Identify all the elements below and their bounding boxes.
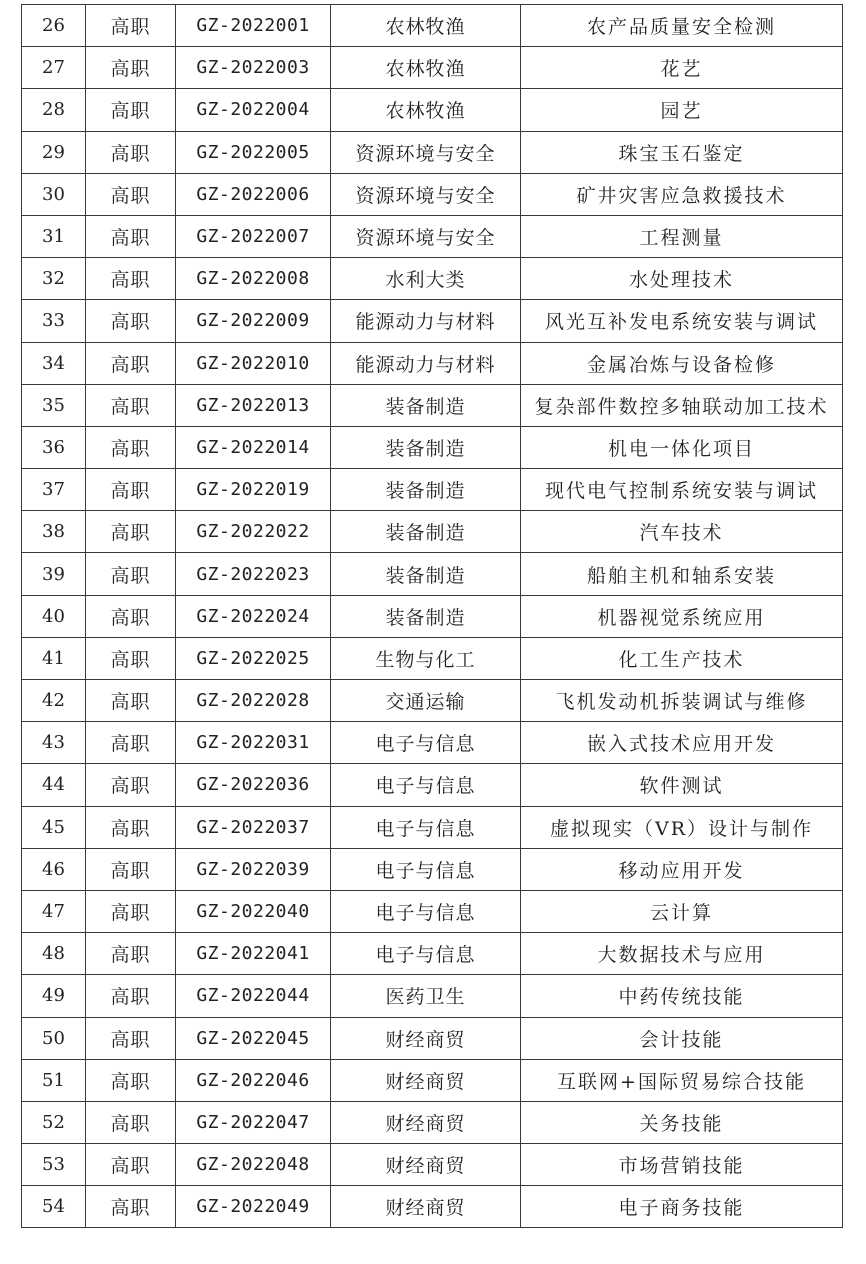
row-number-cell: 28 (22, 89, 86, 131)
level-cell: 高职 (86, 47, 176, 89)
row-number-cell: 31 (22, 215, 86, 257)
competition-code-cell: GZ-2022037 (176, 806, 331, 848)
level-cell: 高职 (86, 342, 176, 384)
level-cell: 高职 (86, 1144, 176, 1186)
table-row (22, 258, 843, 300)
competition-table-container (21, 4, 842, 1228)
category-cell: 能源动力与材料 (331, 300, 521, 342)
category-cell: 医药卫生 (331, 975, 521, 1017)
category-cell: 生物与化工 (331, 637, 521, 679)
category-cell: 电子与信息 (331, 933, 521, 975)
competition-code-cell: GZ-2022041 (176, 933, 331, 975)
competition-name-cell: 化工生产技术 (521, 637, 843, 679)
row-number-cell: 26 (22, 5, 86, 47)
competition-name-cell: 珠宝玉石鉴定 (521, 131, 843, 173)
level-cell: 高职 (86, 890, 176, 932)
category-cell: 财经商贸 (331, 1186, 521, 1228)
competition-code-cell: GZ-2022019 (176, 469, 331, 511)
table-row (22, 215, 843, 257)
competition-name-cell: 水处理技术 (521, 258, 843, 300)
category-cell: 资源环境与安全 (331, 215, 521, 257)
level-cell: 高职 (86, 1186, 176, 1228)
competition-code-cell: GZ-2022010 (176, 342, 331, 384)
level-cell: 高职 (86, 426, 176, 468)
table-row (22, 342, 843, 384)
category-cell: 装备制造 (331, 553, 521, 595)
competition-name-cell: 机电一体化项目 (521, 426, 843, 468)
competition-name-cell: 关务技能 (521, 1101, 843, 1143)
row-number-cell: 29 (22, 131, 86, 173)
row-number-cell: 51 (22, 1059, 86, 1101)
competition-code-cell: GZ-2022003 (176, 47, 331, 89)
table-row (22, 595, 843, 637)
row-number-cell: 30 (22, 173, 86, 215)
level-cell: 高职 (86, 680, 176, 722)
level-cell: 高职 (86, 469, 176, 511)
row-number-cell: 35 (22, 384, 86, 426)
category-cell: 财经商贸 (331, 1144, 521, 1186)
level-cell: 高职 (86, 975, 176, 1017)
competition-name-cell: 工程测量 (521, 215, 843, 257)
competition-code-cell: GZ-2022046 (176, 1059, 331, 1101)
table-body (22, 5, 843, 1228)
category-cell: 水利大类 (331, 258, 521, 300)
row-number-cell: 48 (22, 933, 86, 975)
row-number-cell: 41 (22, 637, 86, 679)
row-number-cell: 34 (22, 342, 86, 384)
level-cell: 高职 (86, 848, 176, 890)
level-cell: 高职 (86, 215, 176, 257)
category-cell: 农林牧渔 (331, 5, 521, 47)
level-cell: 高职 (86, 806, 176, 848)
row-number-cell: 33 (22, 300, 86, 342)
table-row (22, 1101, 843, 1143)
row-number-cell: 44 (22, 764, 86, 806)
row-number-cell: 54 (22, 1186, 86, 1228)
competition-code-cell: GZ-2022013 (176, 384, 331, 426)
category-cell: 电子与信息 (331, 722, 521, 764)
table-row (22, 131, 843, 173)
table-row (22, 89, 843, 131)
table-row (22, 1144, 843, 1186)
competition-name-cell: 移动应用开发 (521, 848, 843, 890)
table-row (22, 5, 843, 47)
row-number-cell: 39 (22, 553, 86, 595)
category-cell: 财经商贸 (331, 1059, 521, 1101)
competition-name-cell: 金属冶炼与设备检修 (521, 342, 843, 384)
competition-code-cell: GZ-2022028 (176, 680, 331, 722)
row-number-cell: 36 (22, 426, 86, 468)
competition-code-cell: GZ-2022049 (176, 1186, 331, 1228)
level-cell: 高职 (86, 933, 176, 975)
category-cell: 农林牧渔 (331, 89, 521, 131)
competition-table (21, 4, 843, 1228)
table-row (22, 848, 843, 890)
table-row (22, 890, 843, 932)
competition-name-cell: 飞机发动机拆装调试与维修 (521, 680, 843, 722)
competition-code-cell: GZ-2022024 (176, 595, 331, 637)
competition-code-cell: GZ-2022023 (176, 553, 331, 595)
row-number-cell: 43 (22, 722, 86, 764)
row-number-cell: 27 (22, 47, 86, 89)
table-row (22, 1186, 843, 1228)
level-cell: 高职 (86, 5, 176, 47)
competition-code-cell: GZ-2022014 (176, 426, 331, 468)
competition-code-cell: GZ-2022022 (176, 511, 331, 553)
competition-code-cell: GZ-2022040 (176, 890, 331, 932)
competition-code-cell: GZ-2022006 (176, 173, 331, 215)
row-number-cell: 42 (22, 680, 86, 722)
competition-code-cell: GZ-2022005 (176, 131, 331, 173)
competition-code-cell: GZ-2022048 (176, 1144, 331, 1186)
competition-name-cell: 大数据技术与应用 (521, 933, 843, 975)
category-cell: 装备制造 (331, 384, 521, 426)
level-cell: 高职 (86, 131, 176, 173)
competition-name-cell: 嵌入式技术应用开发 (521, 722, 843, 764)
competition-name-cell: 中药传统技能 (521, 975, 843, 1017)
table-row (22, 637, 843, 679)
competition-name-cell: 会计技能 (521, 1017, 843, 1059)
table-row (22, 47, 843, 89)
table-row (22, 1017, 843, 1059)
category-cell: 能源动力与材料 (331, 342, 521, 384)
competition-name-cell: 花艺 (521, 47, 843, 89)
competition-name-cell: 矿井灾害应急救援技术 (521, 173, 843, 215)
competition-name-cell: 市场营销技能 (521, 1144, 843, 1186)
level-cell: 高职 (86, 258, 176, 300)
row-number-cell: 37 (22, 469, 86, 511)
category-cell: 财经商贸 (331, 1101, 521, 1143)
category-cell: 资源环境与安全 (331, 131, 521, 173)
competition-code-cell: GZ-2022004 (176, 89, 331, 131)
row-number-cell: 52 (22, 1101, 86, 1143)
level-cell: 高职 (86, 1059, 176, 1101)
competition-name-cell: 农产品质量安全检测 (521, 5, 843, 47)
competition-code-cell: GZ-2022039 (176, 848, 331, 890)
competition-name-cell: 电子商务技能 (521, 1186, 843, 1228)
competition-name-cell: 船舶主机和轴系安装 (521, 553, 843, 595)
table-row (22, 384, 843, 426)
table-row (22, 511, 843, 553)
row-number-cell: 38 (22, 511, 86, 553)
competition-name-cell: 云计算 (521, 890, 843, 932)
competition-name-cell: 园艺 (521, 89, 843, 131)
table-row (22, 469, 843, 511)
row-number-cell: 32 (22, 258, 86, 300)
table-row (22, 300, 843, 342)
competition-name-cell: 复杂部件数控多轴联动加工技术 (521, 384, 843, 426)
level-cell: 高职 (86, 637, 176, 679)
table-row (22, 764, 843, 806)
category-cell: 电子与信息 (331, 764, 521, 806)
category-cell: 财经商贸 (331, 1017, 521, 1059)
competition-name-cell: 汽车技术 (521, 511, 843, 553)
table-row (22, 806, 843, 848)
competition-name-cell: 风光互补发电系统安装与调试 (521, 300, 843, 342)
competition-name-cell: 机器视觉系统应用 (521, 595, 843, 637)
competition-name-cell: 互联网+国际贸易综合技能 (521, 1059, 843, 1101)
level-cell: 高职 (86, 595, 176, 637)
level-cell: 高职 (86, 511, 176, 553)
level-cell: 高职 (86, 1017, 176, 1059)
category-cell: 电子与信息 (331, 848, 521, 890)
competition-code-cell: GZ-2022009 (176, 300, 331, 342)
category-cell: 电子与信息 (331, 806, 521, 848)
table-row (22, 426, 843, 468)
competition-code-cell: GZ-2022036 (176, 764, 331, 806)
table-row (22, 553, 843, 595)
row-number-cell: 40 (22, 595, 86, 637)
competition-code-cell: GZ-2022045 (176, 1017, 331, 1059)
category-cell: 资源环境与安全 (331, 173, 521, 215)
competition-code-cell: GZ-2022025 (176, 637, 331, 679)
level-cell: 高职 (86, 384, 176, 426)
row-number-cell: 50 (22, 1017, 86, 1059)
row-number-cell: 46 (22, 848, 86, 890)
competition-name-cell: 现代电气控制系统安装与调试 (521, 469, 843, 511)
level-cell: 高职 (86, 1101, 176, 1143)
competition-code-cell: GZ-2022047 (176, 1101, 331, 1143)
competition-name-cell: 软件测试 (521, 764, 843, 806)
category-cell: 装备制造 (331, 595, 521, 637)
table-row (22, 975, 843, 1017)
category-cell: 装备制造 (331, 511, 521, 553)
competition-code-cell: GZ-2022008 (176, 258, 331, 300)
table-row (22, 1059, 843, 1101)
level-cell: 高职 (86, 300, 176, 342)
competition-code-cell: GZ-2022007 (176, 215, 331, 257)
category-cell: 交通运输 (331, 680, 521, 722)
category-cell: 电子与信息 (331, 890, 521, 932)
row-number-cell: 53 (22, 1144, 86, 1186)
competition-code-cell: GZ-2022044 (176, 975, 331, 1017)
level-cell: 高职 (86, 173, 176, 215)
competition-code-cell: GZ-2022001 (176, 5, 331, 47)
category-cell: 装备制造 (331, 426, 521, 468)
level-cell: 高职 (86, 89, 176, 131)
competition-name-cell: 虚拟现实（VR）设计与制作 (521, 806, 843, 848)
table-row (22, 722, 843, 764)
level-cell: 高职 (86, 764, 176, 806)
level-cell: 高职 (86, 722, 176, 764)
table-row (22, 173, 843, 215)
row-number-cell: 49 (22, 975, 86, 1017)
row-number-cell: 45 (22, 806, 86, 848)
category-cell: 农林牧渔 (331, 47, 521, 89)
category-cell: 装备制造 (331, 469, 521, 511)
level-cell: 高职 (86, 553, 176, 595)
table-row (22, 933, 843, 975)
row-number-cell: 47 (22, 890, 86, 932)
table-row (22, 680, 843, 722)
competition-code-cell: GZ-2022031 (176, 722, 331, 764)
